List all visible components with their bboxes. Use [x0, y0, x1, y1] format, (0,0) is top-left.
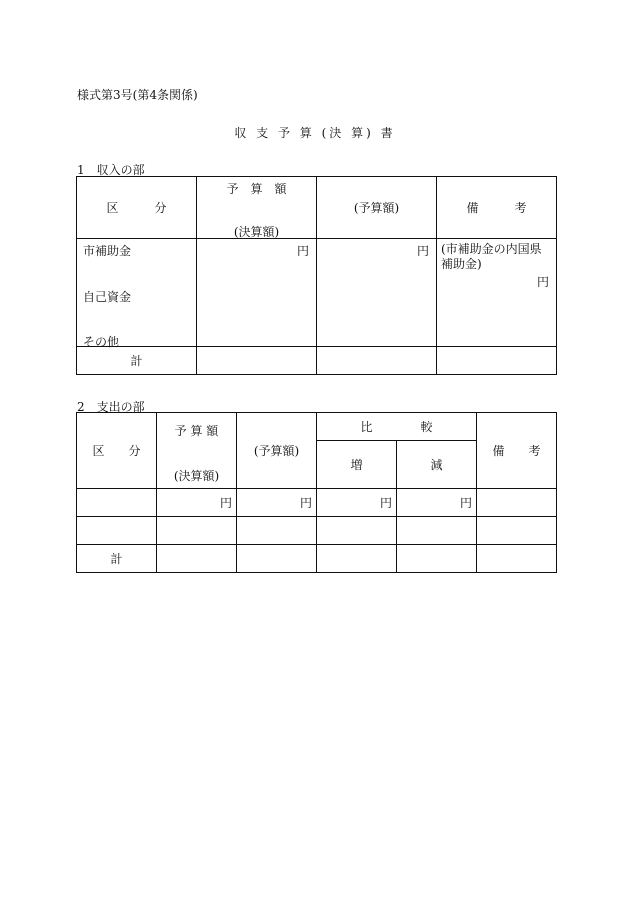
income-total-budget: [197, 347, 317, 375]
income-body-remarks: [437, 239, 557, 347]
income-table: [76, 176, 557, 375]
income-header-budget-label: 予 算 額: [226, 182, 287, 196]
income-total-row: [77, 347, 557, 375]
expense-header-compare: [317, 413, 477, 441]
expense-total-remarks: [477, 545, 557, 573]
expense-row-1-compare-budget: [237, 489, 317, 517]
expense-header-compare-label: 比 較: [360, 420, 433, 434]
income-remark-unit: 円: [536, 275, 549, 289]
expense-row-2-remarks: [477, 517, 557, 545]
income-heading: 1 収入の部: [77, 163, 145, 177]
expense-header-decrease-label: 減: [430, 458, 443, 472]
income-total-label: 計: [130, 354, 143, 368]
income-budget-unit: 円: [296, 244, 309, 258]
income-row-city-subsidy: 市補助金: [83, 244, 132, 258]
expense-compare-budget-unit: 円: [299, 496, 312, 510]
income-header-compare: [317, 177, 437, 239]
expense-header-remarks-label: 備 考: [492, 444, 541, 458]
expense-header-budget: [157, 413, 237, 489]
income-total-compare: [317, 347, 437, 375]
expense-total-compare-budget: [237, 545, 317, 573]
income-row-other: その他: [83, 335, 120, 349]
income-compare-unit: 円: [416, 244, 429, 258]
expense-header-compare-budget-label: (予算額): [253, 444, 300, 458]
expense-header-category: [77, 413, 157, 489]
expense-total-label-cell: [77, 545, 157, 573]
expense-total-row: [77, 545, 557, 573]
expense-heading: 2 支出の部: [77, 400, 145, 414]
expense-row-1: [77, 489, 557, 517]
document-title: 収 支 予 算 (決 算) 書: [234, 126, 396, 140]
income-header-settled-label: (決算額): [233, 225, 280, 239]
expense-header-increase-label: 増: [350, 458, 363, 472]
form-number: 様式第3号(第4条関係): [77, 88, 198, 102]
expense-total-decrease: [397, 545, 477, 573]
expense-row-1-budget: [157, 489, 237, 517]
income-body-row: [77, 239, 557, 347]
income-total-remarks: [437, 347, 557, 375]
income-row-own-funds: 自己資金: [83, 290, 132, 304]
income-body-category: [77, 239, 197, 347]
expense-header-row-1: [77, 413, 557, 441]
expense-row-1-remarks: [477, 489, 557, 517]
income-remark-text: (市補助金の内国県補助金): [441, 242, 542, 271]
expense-header-remarks: [477, 413, 557, 489]
expense-row-2-category: [77, 517, 157, 545]
expense-header-increase: [317, 441, 397, 489]
expense-table: [76, 412, 557, 573]
expense-decrease-unit: 円: [459, 496, 472, 510]
expense-row-2-increase: [317, 517, 397, 545]
income-header-remarks: [437, 177, 557, 239]
expense-total-increase: [317, 545, 397, 573]
expense-header-settled-label: (決算額): [173, 469, 220, 483]
expense-row-2: [77, 517, 557, 545]
expense-total-label: 計: [110, 552, 123, 566]
expense-header-decrease: [397, 441, 477, 489]
expense-row-1-decrease: [397, 489, 477, 517]
income-header-row: [77, 177, 557, 239]
income-header-compare-label: (予算額): [353, 201, 400, 215]
expense-increase-unit: 円: [379, 496, 392, 510]
expense-total-budget: [157, 545, 237, 573]
income-body-compare: [317, 239, 437, 347]
income-header-category: [77, 177, 197, 239]
expense-row-2-decrease: [397, 517, 477, 545]
expense-row-1-category: [77, 489, 157, 517]
expense-row-2-compare-budget: [237, 517, 317, 545]
income-header-budget: [197, 177, 317, 239]
income-body-budget: [197, 239, 317, 347]
income-total-label-cell: [77, 347, 197, 375]
expense-header-compare-budget: [237, 413, 317, 489]
expense-header-category-label: 区 分: [92, 444, 141, 458]
expense-row-1-increase: [317, 489, 397, 517]
income-header-remarks-label: 備 考: [466, 201, 527, 215]
expense-budget-unit: 円: [219, 496, 232, 510]
income-header-category-label: 区 分: [106, 201, 167, 215]
expense-header-budget-label: 予 算 額: [174, 424, 219, 438]
expense-row-2-budget: [157, 517, 237, 545]
